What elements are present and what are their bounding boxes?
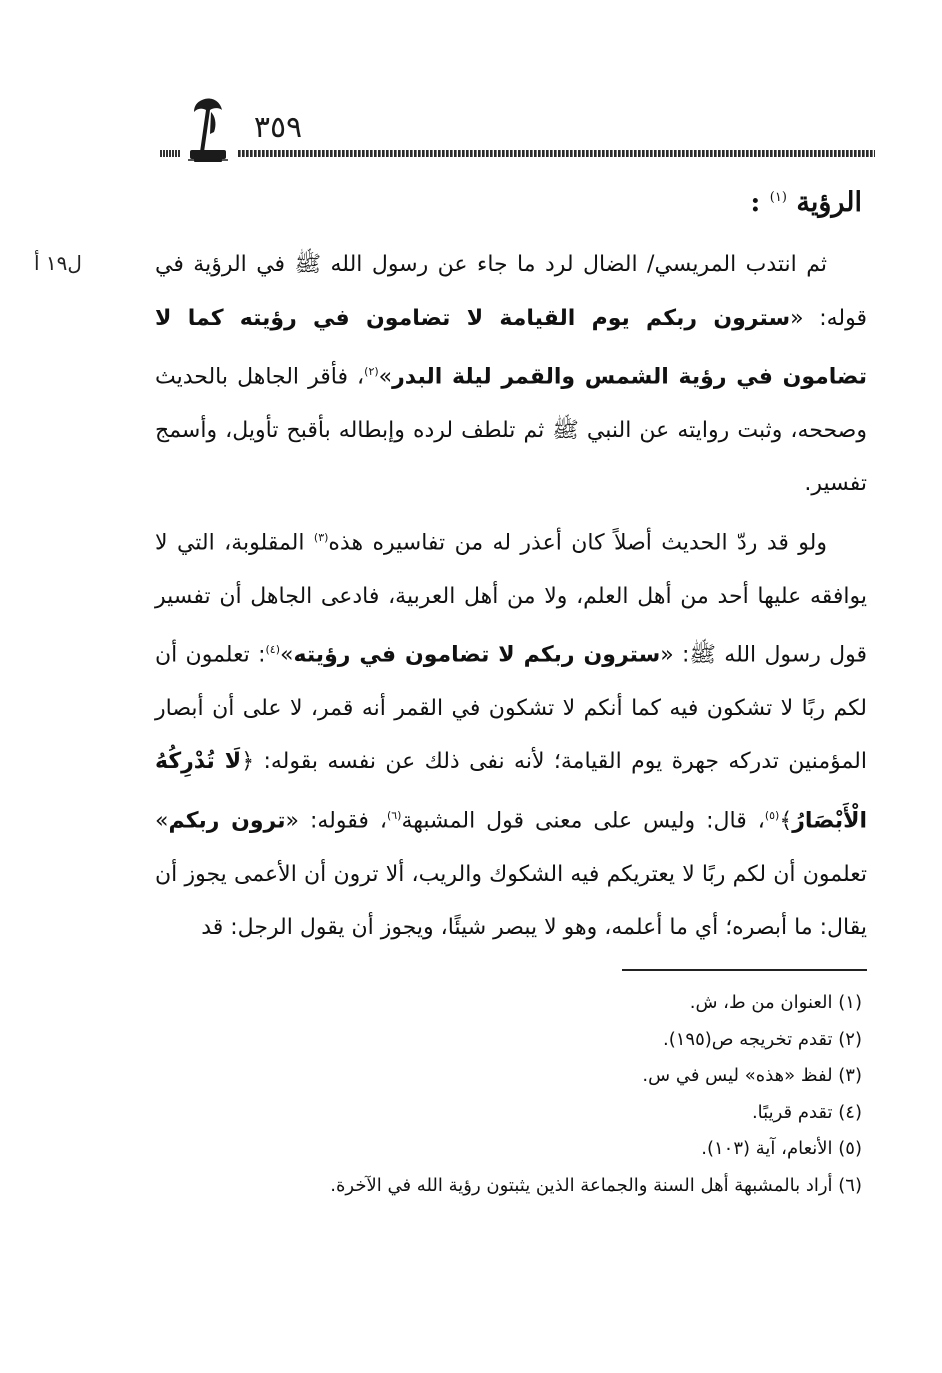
footnote-ref: (٣) — [313, 530, 329, 544]
quoted-text: سترون ربكم لا تضامون في رؤيته — [293, 642, 661, 668]
footnotes-list — [222, 985, 862, 1204]
footnote-item: (٤) تقدم قريبًا. — [751, 1101, 862, 1123]
text-run: : تعلمون أن لكم ربًا لا تشكون فيه كما أنكم لا تشكون في القمر أنه قمر، لا على أن أبصار المؤمنين تدركه جهرة يوم القيامة؛ لأنه نفى ذلك عن نفسه بقوله: ﴿ — [155, 642, 867, 775]
text-run: ، فقوله: « — [285, 808, 387, 834]
section-end-mark: : — [750, 187, 761, 218]
manuscript-folio-ref: ل١٩ أ — [34, 251, 82, 275]
text-run: ، فأقر الجاهل بالحديث وصححه، وثبت روايته عن النبي ﷺ ثم تلطف لرده وإبطاله بأقبح تأويل، وأسمج تفسير. — [155, 364, 867, 497]
paragraph-2 — [155, 511, 867, 955]
header-rule-left — [160, 150, 180, 157]
footnote-ref: (٤) — [265, 643, 281, 657]
quoted-text: ترون ربكم — [168, 808, 286, 834]
text-run: » — [280, 642, 294, 668]
text-run: المقلوبة، التي لا يوافقه عليها أحد من أهل العلم، ولا من أهل العربية، فادعى الجاهل أن تفسير قول رسول الله ﷺ: « — [155, 530, 867, 668]
page-number: ٣٥٩ — [253, 110, 303, 145]
text-run: » — [378, 364, 393, 390]
text-run: ، قال: وليس على معنى قول المشبهة — [401, 808, 765, 834]
footnote-item: (٣) لفظ «هذه» ليس في س. — [642, 1065, 862, 1086]
quoted-text: سترون ربكم يوم القيامة لا تضامون في رؤيته كما لا تضامون في رؤية الشمس والقمر ليلة البدر — [155, 305, 867, 390]
section-title: الرؤية — [796, 187, 862, 218]
section-heading — [750, 178, 862, 223]
quoted-text: لَا تُدْرِكُهُ الْأَبْصَارُ — [155, 749, 868, 834]
footnote-ref: (٥) — [764, 808, 780, 822]
section-footnote-ref: (١) — [769, 190, 787, 205]
footnote-ref: (٦) — [386, 808, 402, 822]
text-run: ﴾ — [779, 808, 793, 834]
paragraph-1 — [155, 238, 867, 511]
footnote-ref: (٢) — [364, 365, 379, 378]
footnote-separator — [622, 969, 867, 971]
text-run: ولو قد ردّ الحديث أصلاً كان أعذر له من تفاسيره هذه — [328, 530, 827, 556]
footnote-item: (٥) الأنعام، آية (١٠٣). — [701, 1138, 862, 1159]
main-text — [155, 238, 867, 955]
header-rule-right — [238, 150, 875, 157]
quill-inkwell-icon — [180, 94, 236, 166]
footnote-item: (١) العنوان من ط، ش. — [689, 992, 862, 1013]
footnote-item: (٦) أراد بالمشبهة أهل السنة والجماعة الذين يثبتون رؤية الله في الآخرة. — [330, 1174, 862, 1196]
text-run: » تعلمون أن لكم ربًا لا يعتريكم فيه الشكوك والريب، ألا ترون أن الأعمى يجوز أن يقال: ما أبصره؛ أي ما أعلمه، وهو لا يبصر شيئًا، ويجوز أن يقول الرجل: قد — [155, 808, 867, 941]
text-run: ثم انتدب المريسي/ الضال لرد ما جاء عن رسول الله ﷺ في الرؤية في قوله: « — [155, 252, 868, 331]
footnote-item: (٢) تقدم تخريجه ص(١٩٥). — [663, 1028, 862, 1050]
